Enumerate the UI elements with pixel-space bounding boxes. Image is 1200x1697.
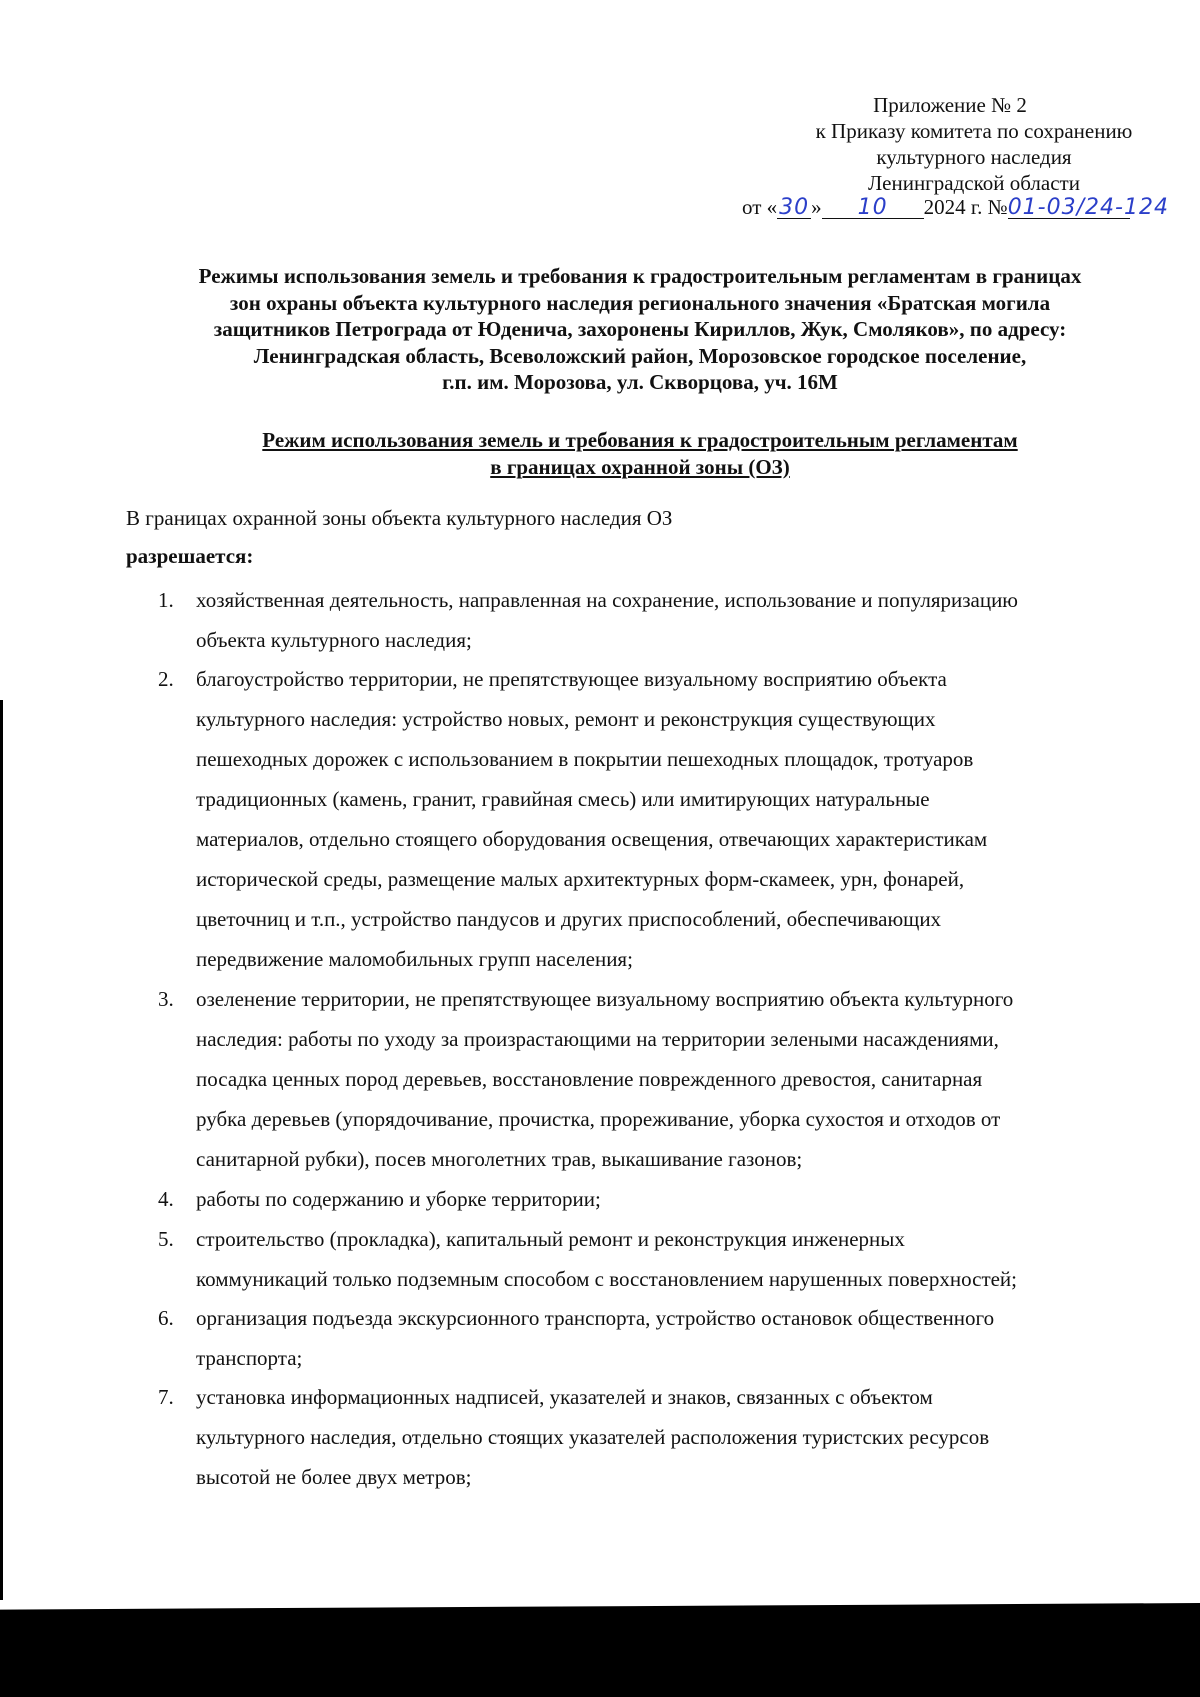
appendix-number: Приложение № 2 xyxy=(873,93,1027,117)
list-item-line: культурного наследия, отдельно стоящих указателей расположения туристских ресурсов xyxy=(196,1425,990,1449)
list-item-line: коммуникаций только подземным способом с восстановлением нарушенных поверхностей; xyxy=(196,1267,1018,1291)
list-item xyxy=(158,1179,1158,1219)
list-item-line: транспорта; xyxy=(196,1346,303,1370)
list-item-line: материалов, отдельно стоящего оборудования освещения, отвечающих характеристикам xyxy=(196,827,988,851)
list-item-number: 7. xyxy=(158,1385,174,1409)
list-item-line: традиционных (камень, гранит, гравийная смесь) или имитирующих натуральные xyxy=(196,787,930,811)
title-line: г.п. им. Морозова, ул. Скворцова, уч. 16М xyxy=(442,370,838,394)
title-line: зон охраны объекта культурного наследия регионального значения «Братская могила xyxy=(229,290,1051,315)
document-title xyxy=(120,263,1160,396)
order-prefix: от « xyxy=(742,195,778,219)
list-item-number: 5. xyxy=(158,1227,174,1251)
list-item-line: передвижение маломобильных групп населения; xyxy=(196,947,633,971)
order-day-handwritten: 30 xyxy=(779,195,810,220)
allowed-label: разрешается: xyxy=(126,544,254,568)
list-item xyxy=(158,659,1158,979)
list-item-line: исторической среды, размещение малых архитектурных форм-скамеек, урн, фонарей, xyxy=(196,867,965,891)
appendix-committee: культурного наследия xyxy=(876,145,1072,169)
list-item-line: пешеходных дорожек с использованием в покрытии пешеходных площадок, тротуаров xyxy=(196,747,974,771)
order-mid: » xyxy=(811,195,822,219)
list-item-line: установка информационных надписей, указателей и знаков, связанных с объектом xyxy=(196,1385,933,1409)
section-heading-line: в границах охранной зоны (ОЗ) xyxy=(490,454,790,479)
order-day-field xyxy=(777,197,811,219)
list-item-line: высотой не более двух метров; xyxy=(196,1465,472,1489)
list-item-line: посадка ценных пород деревьев, восстановление поврежденного древостоя, санитарная xyxy=(196,1067,983,1091)
list-item-line: организация подъезда экскурсионного транспорта, устройство остановок общественного xyxy=(196,1306,995,1330)
scan-bottom-border xyxy=(0,1603,1200,1697)
list-item-line: благоустройство территории, не препятствующее визуальному восприятию объекта xyxy=(196,667,947,691)
scan-edge-shadow xyxy=(0,700,3,1600)
title-line: защитников Петрограда от Юденича, захоронены Кириллов, Жук, Смоляков», по адресу: xyxy=(213,317,1067,341)
order-month-handwritten: 10 xyxy=(857,195,888,220)
list-item-line: культурного наследия: устройство новых, ремонт и реконструкция существующих xyxy=(196,707,936,731)
appendix-region: Ленинградской области xyxy=(868,171,1080,195)
intro-paragraph: В границах охранной зоны объекта культурного наследия ОЗ xyxy=(126,506,673,530)
list-item-number: 2. xyxy=(158,667,174,691)
list-item-line: хозяйственная деятельность, направленная на сохранение, использование и популяризацию xyxy=(196,588,1018,612)
title-line: Режимы использования земель и требования к градостроительным регламентам в границах xyxy=(198,264,1082,288)
list-item-line: рубка деревьев (упорядочивание, прочистка, прореживание, уборка сухостоя и отходов от xyxy=(196,1107,1001,1131)
list-item xyxy=(158,1219,1158,1299)
list-item-number: 4. xyxy=(158,1187,174,1211)
order-number-handwritten: 01-03/24-124 xyxy=(1007,195,1169,220)
list-item xyxy=(158,1377,1158,1497)
order-year: 2024 г. № xyxy=(923,195,1008,219)
list-item-number: 1. xyxy=(158,588,174,612)
list-item-line: цветочниц и т.п., устройство пандусов и других приспособлений, обеспечивающих xyxy=(196,907,942,931)
list-item xyxy=(158,979,1158,1179)
list-item xyxy=(158,580,1158,660)
list-item-line: строительство (прокладка), капитальный ремонт и реконструкция инженерных xyxy=(196,1227,905,1251)
list-item-number: 3. xyxy=(158,987,174,1011)
list-item xyxy=(158,1298,1158,1378)
order-number-field xyxy=(1007,195,1169,220)
appendix-order-ref: к Приказу комитета по сохранению xyxy=(815,119,1133,143)
section-heading-line: Режим использования земель и требования к градостроительным регламентам xyxy=(262,428,1018,452)
list-item-line: озеленение территории, не препятствующее визуальному восприятию объекта культурного xyxy=(196,987,1014,1011)
appendix-block xyxy=(700,92,1200,196)
list-item-line: объекта культурного наследия; xyxy=(196,628,472,652)
section-heading xyxy=(180,427,1100,480)
list-item-number: 6. xyxy=(158,1306,174,1330)
order-month-field xyxy=(822,197,924,219)
order-date-number xyxy=(742,194,1169,220)
title-line: Ленинградская область, Всеволожский район, Морозовское городское поселение, xyxy=(253,343,1027,368)
list-item-line: санитарной рубки), посев многолетних трав, выкашивание газонов; xyxy=(196,1147,803,1171)
list-item-line: наследия: работы по уходу за произрастающими на территории зелеными насаждениями, xyxy=(196,1027,999,1051)
list-item-line: работы по содержанию и уборке территории; xyxy=(196,1187,601,1211)
